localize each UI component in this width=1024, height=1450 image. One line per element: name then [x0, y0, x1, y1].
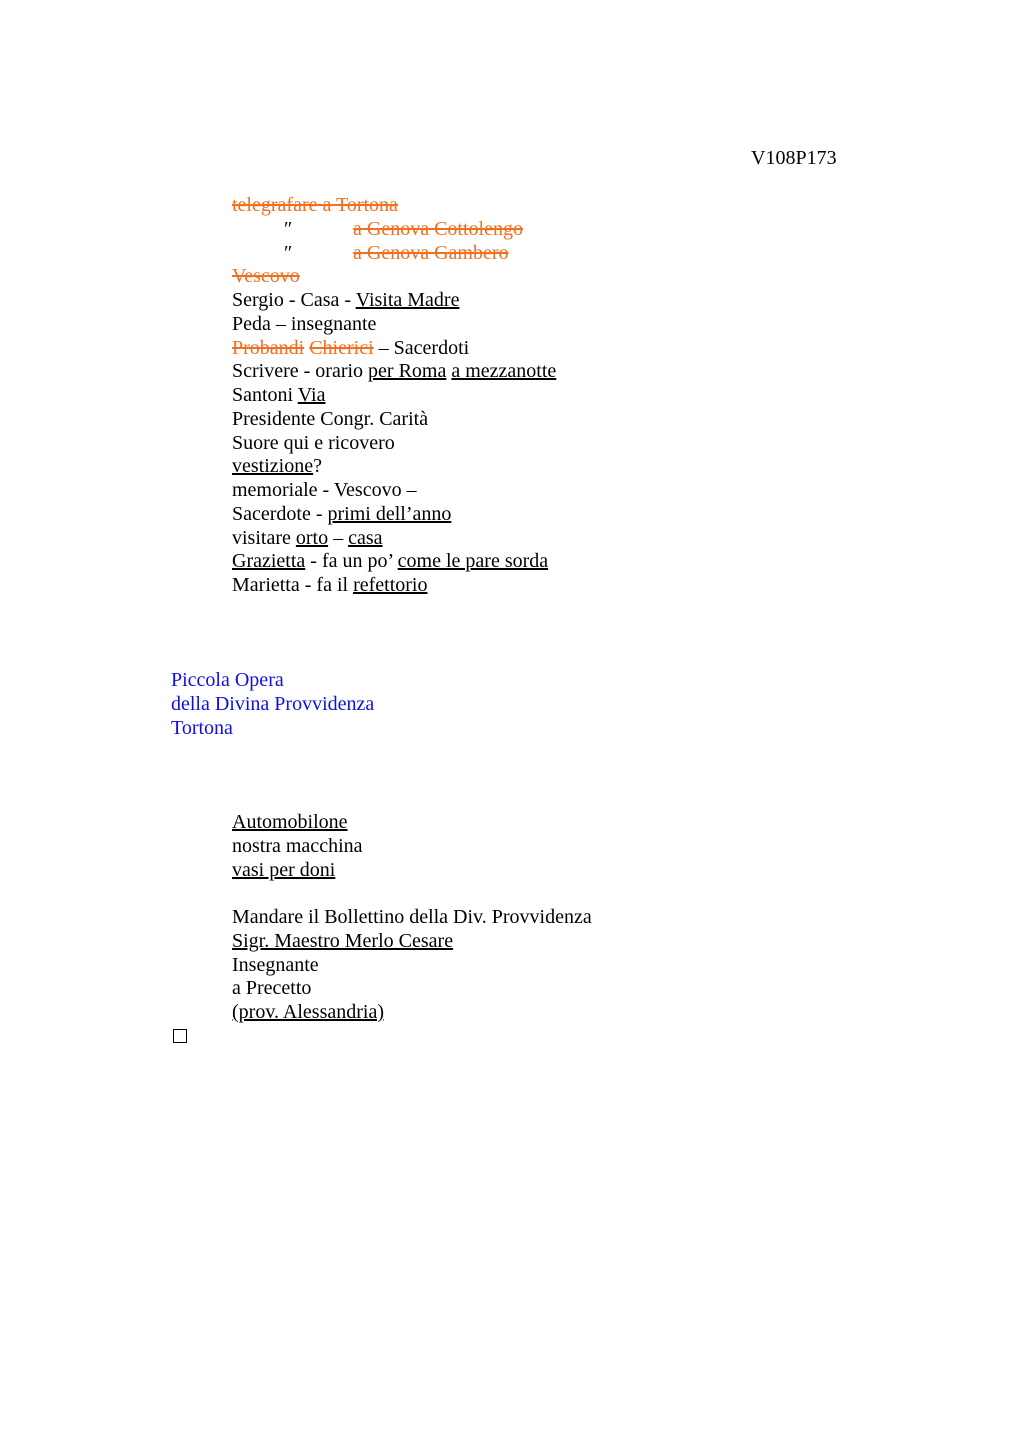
note-line	[232, 479, 556, 503]
note-line	[232, 930, 592, 954]
underlined-text: casa	[348, 526, 383, 549]
text: Sergio - Casa -	[232, 289, 356, 311]
underlined-text: vasi per doni	[232, 858, 336, 881]
underlined-text: refettorio	[353, 574, 428, 596]
note-line	[232, 574, 556, 598]
text: - fa un po’	[305, 550, 398, 573]
note-line	[232, 859, 592, 883]
strike-vescovo: Vescovo	[232, 265, 300, 288]
note-line	[232, 811, 592, 835]
notes-block	[232, 194, 556, 598]
note-line	[232, 218, 556, 242]
strike-probandi: Probandi	[232, 336, 305, 359]
note-line	[232, 289, 556, 313]
text: Santoni	[232, 384, 298, 406]
underlined-text: a mezzanotte	[451, 360, 557, 383]
note-line	[232, 408, 556, 432]
note-line	[232, 265, 556, 289]
underlined-text: per Roma	[368, 360, 447, 383]
strike-telegraph: telegrafare a Tortona	[232, 194, 398, 216]
underlined-text: Visita Madre	[355, 289, 460, 311]
note-line	[232, 954, 592, 978]
note-line	[232, 503, 556, 527]
blank-line	[232, 882, 592, 906]
text: Mandare il Bollettino della Div. Provvidenza	[232, 906, 592, 928]
letterhead	[171, 669, 374, 740]
ditto-mark: ″	[284, 241, 293, 264]
text: a Precetto	[232, 977, 312, 1000]
note-line	[232, 550, 556, 574]
lower-notes-block	[232, 811, 592, 1025]
letterhead-line: della Divina Provvidenza	[171, 692, 375, 715]
underlined-text: Automobilone	[232, 811, 348, 833]
checkbox-square-icon	[173, 1029, 187, 1043]
note-line	[232, 313, 556, 337]
note-line	[232, 194, 556, 218]
note-line	[232, 835, 592, 859]
text: Peda – insegnante	[232, 312, 377, 335]
underlined-text: orto	[295, 526, 329, 549]
text: Scrivere - orario	[232, 360, 369, 383]
text: nostra macchina	[232, 834, 363, 857]
text: – Sacerdoti	[373, 336, 470, 359]
underlined-text: Grazietta	[232, 550, 306, 573]
note-line	[232, 432, 556, 456]
note-line	[232, 337, 556, 361]
text: Insegnante	[232, 953, 319, 976]
text: –	[328, 526, 349, 549]
underlined-text: (prov. Alessandria)	[232, 1001, 384, 1023]
text: Suore qui e ricovero	[232, 431, 395, 454]
note-line	[232, 242, 556, 266]
underlined-text: come le pare sorda	[397, 550, 549, 573]
letterhead-line: Tortona	[171, 716, 233, 739]
note-line	[232, 384, 556, 408]
text: memoriale - Vescovo –	[232, 479, 417, 501]
text: Marietta - fa il	[232, 574, 354, 596]
ditto-mark: ″	[284, 217, 293, 240]
strike-chierici: Chierici	[309, 336, 374, 359]
note-line	[232, 527, 556, 551]
underlined-text: primi dell’anno	[327, 502, 452, 525]
text: Sacerdote -	[232, 502, 328, 525]
text: ?	[313, 455, 322, 478]
underlined-text: Via	[297, 384, 326, 406]
text: visitare	[232, 526, 296, 549]
note-line	[232, 1001, 592, 1025]
underlined-text: vestizione	[232, 455, 314, 478]
underlined-text: Sigr. Maestro Merlo Cesare	[232, 929, 454, 952]
note-line	[232, 977, 592, 1001]
note-line	[232, 360, 556, 384]
strike-genova-cottolengo: a Genova Cottolengo	[353, 217, 523, 240]
page-id: V108P173	[751, 147, 837, 169]
strike-genova-gambero: a Genova Gambero	[353, 241, 509, 264]
text: Presidente Congr. Carità	[232, 407, 429, 430]
note-line	[232, 906, 592, 930]
note-line	[232, 455, 556, 479]
letterhead-line: Piccola Opera	[171, 669, 284, 691]
